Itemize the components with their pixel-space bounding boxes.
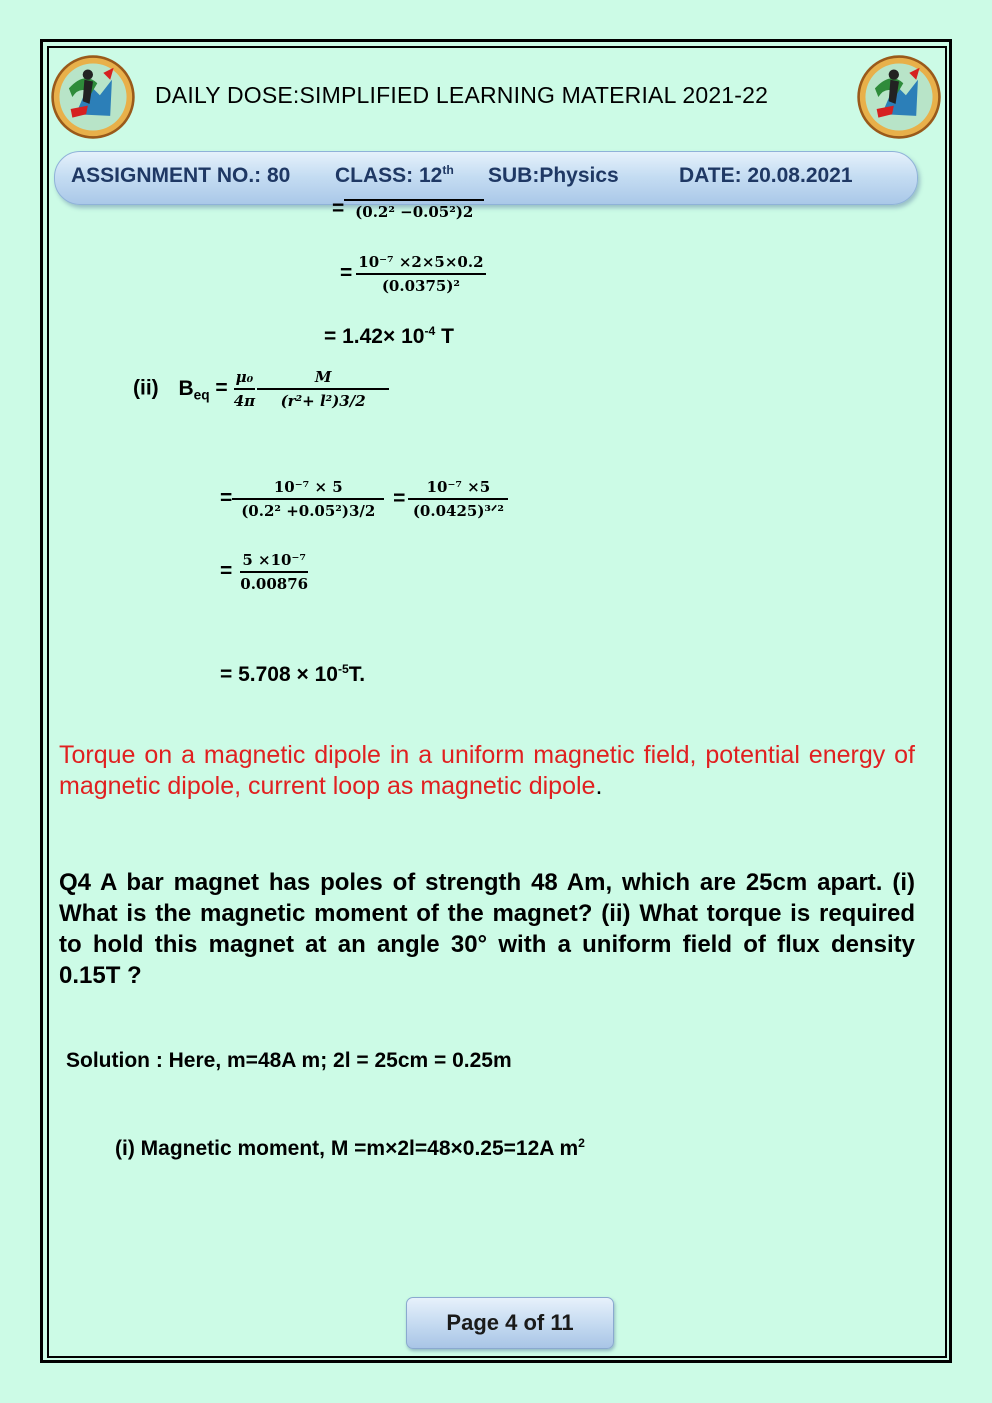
calc2-b-sub: eq bbox=[193, 387, 210, 403]
magnetic-moment-step bbox=[115, 1137, 585, 1161]
magnetic-moment-exp: 2 bbox=[578, 1136, 585, 1150]
calc2-f1-num: 10⁻⁷ × 5 bbox=[232, 478, 384, 500]
class-suffix: th bbox=[442, 163, 454, 177]
calc2-m-num: M bbox=[257, 368, 389, 390]
school-logo-right bbox=[856, 54, 942, 140]
calc2-label: (ii) bbox=[133, 376, 159, 400]
calc2-m-den: (r²+ l²)3/2 bbox=[280, 392, 366, 410]
calc1-line2: = $\frac{\text{10⁻⁷ ×2×5×0.2}}{\text{(0.0375)²}}$ bbox=[340, 253, 484, 295]
header-title: DAILY DOSE:SIMPLIFIED LEARNING MATERIAL 2021-22 bbox=[155, 82, 769, 108]
assignment-banner bbox=[54, 151, 918, 205]
page-border-inner bbox=[47, 46, 947, 1358]
calc1-line2-num: 10⁻⁷ ×2×5×0.2 bbox=[356, 253, 485, 275]
calc2-formula: (ii) $B_{eq}$ = $\frac{\text{μ₀}}{4\pi}$ $\frac{M}{\text{(r²+ l²)3/2}}$ bbox=[133, 368, 389, 410]
calc2-mu-num: μ₀ bbox=[234, 368, 256, 390]
calc1-line2-den: (0.0375)² bbox=[381, 277, 460, 295]
subject-info: SUB:Physics bbox=[488, 164, 619, 187]
calc1-line1-den: (0.2² −0.05²)2 bbox=[355, 203, 474, 221]
calc2-result bbox=[220, 663, 365, 687]
page-number: Page 4 of 11 bbox=[406, 1297, 614, 1349]
calc2-result-text: = 5.708 × 10 bbox=[220, 663, 338, 686]
topic-heading bbox=[59, 740, 915, 802]
calc2-line1: = $\frac{\text{10⁻⁷ × 5}}{\text{(0.2² +0.05²)3/2}}$ = $\frac{\text{10⁻⁷ ×5}}{\text{(0.0425)³ᐟ²}}$ bbox=[220, 478, 508, 520]
calc2-line2: = $\frac{\text{5 ×10⁻⁷}}{0.00876}$ bbox=[220, 551, 309, 593]
magnetic-moment-text: (i) Magnetic moment, M =m×2l=48×0.25=12A m bbox=[115, 1137, 579, 1160]
date-info: DATE: 20.08.2021 bbox=[679, 164, 853, 187]
class-info bbox=[335, 164, 454, 188]
calc2-f2-num: 10⁻⁷ ×5 bbox=[408, 478, 508, 500]
calc2-b: B bbox=[178, 376, 194, 400]
topic-end: . bbox=[595, 772, 603, 800]
solution-given: Solution : Here, m=48A m; 2l = 25cm = 0.25m bbox=[66, 1049, 512, 1072]
calc1-result bbox=[324, 325, 454, 349]
calc2-f2-den: (0.0425)³ᐟ² bbox=[412, 502, 504, 520]
calc2-mu-den: 4π bbox=[233, 392, 256, 410]
class-label: CLASS: 12 bbox=[335, 164, 443, 187]
calc1-result-text: = 1.42× 10 bbox=[324, 325, 425, 348]
calc1-result-exp: -4 bbox=[424, 324, 436, 338]
school-logo-left bbox=[50, 54, 136, 140]
calc1-result-unit: T bbox=[435, 325, 454, 348]
calc2-f3-num: 5 ×10⁻⁷ bbox=[240, 551, 308, 573]
calc2-f3-den: 0.00876 bbox=[240, 575, 309, 593]
calc2-result-exp: -5 bbox=[337, 662, 349, 676]
question-q4: Q4 A bar magnet has poles of strength 48 Am, which are 25cm apart. (i) What is the magnetic moment of the magnet? (ii) What torque is required to hold this magnet at an angle 30° with a uniform field of flux density 0.15T ? bbox=[59, 869, 915, 989]
calc2-f1-den: (0.2² +0.05²)3/2 bbox=[241, 502, 376, 520]
calc2-result-unit: T. bbox=[348, 663, 366, 686]
calc1-line1: = (0.2² −0.05²)2 bbox=[332, 197, 484, 221]
topic-text: Torque on a magnetic dipole in a uniform magnetic field, potential energy of magnetic dipole, current loop as magnetic dipole bbox=[59, 741, 915, 800]
assignment-number: ASSIGNMENT NO.: 80 bbox=[71, 164, 291, 187]
